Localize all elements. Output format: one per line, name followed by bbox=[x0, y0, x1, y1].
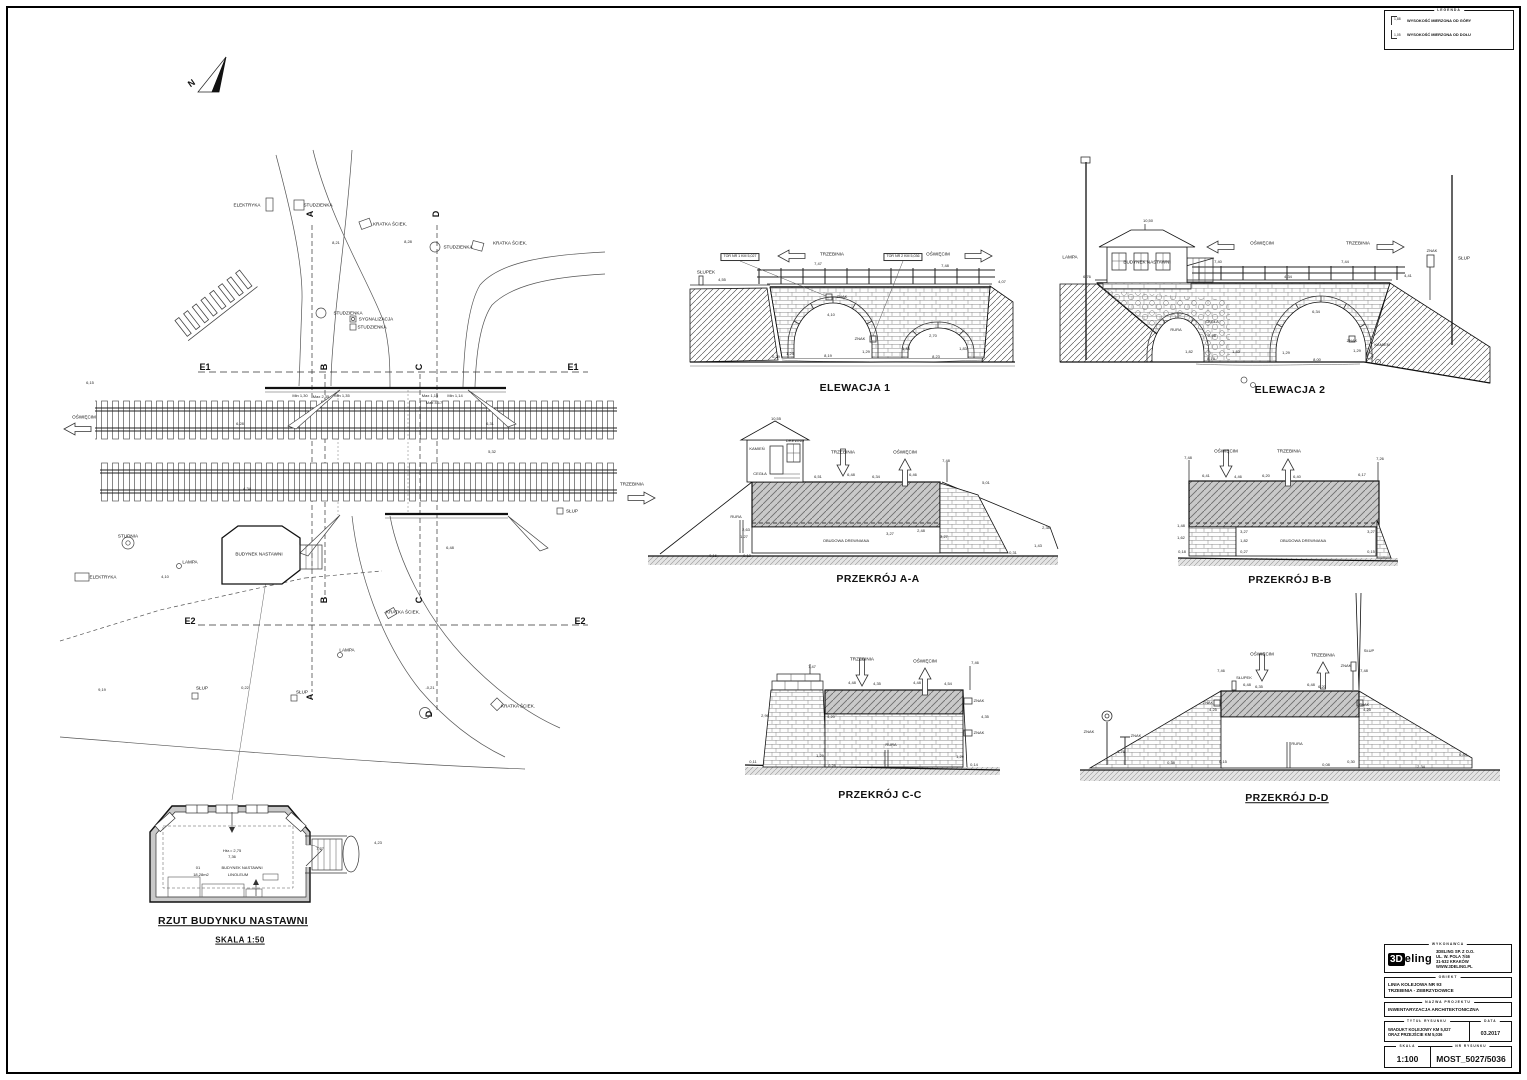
annotation-label: 1,76 bbox=[1117, 748, 1125, 754]
annotation-label: 7,48 bbox=[942, 457, 950, 463]
legend-item bbox=[1389, 16, 1509, 25]
annotation-label: OŚWIĘCIM bbox=[926, 251, 950, 257]
annotation-label: ZNAK bbox=[1130, 732, 1142, 738]
annotation-label: 4,46 bbox=[1234, 473, 1242, 479]
annotation-label: 4,20 bbox=[827, 713, 835, 719]
annotation-label: 1,82 bbox=[1240, 537, 1248, 543]
annotation-label: 6,48 bbox=[446, 544, 454, 550]
annotation-label: 2,70 bbox=[929, 332, 937, 338]
annotation-label: ZNAK bbox=[1358, 701, 1370, 707]
annotation-label: RURA bbox=[730, 513, 742, 519]
annotation-label: 1,29 bbox=[956, 753, 964, 759]
annotation-label: 2,38 bbox=[1042, 524, 1050, 530]
annotation-label: 0,31 bbox=[1009, 549, 1017, 555]
annotation-label: C bbox=[414, 596, 425, 604]
annotation-label: TRZEBINIA bbox=[1346, 240, 1370, 246]
annotation-label: BUDYNEK NASTAWNI bbox=[235, 551, 283, 557]
contractor-caption: WYKONAWCA bbox=[1429, 942, 1467, 946]
view-title: PRZEKRÓJ B-B bbox=[1248, 574, 1332, 587]
annotation-label: C bbox=[414, 363, 425, 371]
floor-plan-drawing bbox=[150, 805, 359, 902]
annotation-label: RURA bbox=[1291, 740, 1303, 746]
annotation-label: RURA bbox=[1170, 326, 1182, 332]
annotation-label: 2,48 bbox=[917, 527, 925, 533]
annotation-label: 7,46 bbox=[1217, 667, 1225, 673]
annotation-label: E1 bbox=[199, 362, 211, 373]
annotation-label: Min 1,30 bbox=[292, 392, 308, 398]
annotation-label: 7,40 bbox=[1214, 258, 1222, 264]
annotation-label: 0,16 bbox=[709, 552, 717, 558]
title-block bbox=[1384, 940, 1512, 1068]
drawing-scale: 1:100 bbox=[1396, 1053, 1419, 1064]
annotation-label: 10,50 bbox=[1142, 217, 1154, 223]
view-title: PRZEKRÓJ D-D bbox=[1245, 792, 1329, 805]
annotation-label: Max 2,35 bbox=[312, 393, 330, 399]
annotation-label: 0,14 bbox=[970, 761, 978, 767]
annotation-label: 7,47 bbox=[814, 260, 822, 266]
company-logo: 3D eling bbox=[1390, 953, 1432, 966]
annotation-label: 8,21 bbox=[332, 239, 340, 245]
annotation-label: 6,34 bbox=[1312, 308, 1320, 314]
annotation-label: OBUDOWA DREWNIANA bbox=[1279, 537, 1327, 543]
annotation-label: ZNAK bbox=[1340, 662, 1352, 668]
date-cell: DATA 03.2017 bbox=[1469, 1022, 1511, 1040]
annotation-label: 4,48 bbox=[848, 679, 856, 685]
annotation-label: E2 bbox=[184, 616, 196, 627]
section-bb-drawing bbox=[1178, 450, 1398, 566]
annotation-label: 4,34 bbox=[1284, 273, 1292, 279]
legend-item-label: WYSOKOŚĆ MIERZONA OD GÓRY bbox=[1407, 18, 1472, 23]
annotation-label: TOR NR 2 KM 5,036 bbox=[883, 253, 922, 261]
annotation-label: 6,20 bbox=[1262, 472, 1270, 478]
annotation-label: 0,18 bbox=[1178, 548, 1186, 554]
section-dd-drawing bbox=[1080, 593, 1500, 781]
object-line: LINIA KOLEJOWA NR 93 bbox=[1388, 982, 1442, 988]
annotation-label: KRATKA ŚCIEK. bbox=[492, 240, 528, 246]
annotation-label: OŚWIĘCIM bbox=[1250, 651, 1274, 657]
annotation-label: 4,25 bbox=[1363, 706, 1371, 712]
annotation-label: 9,19 bbox=[98, 686, 106, 692]
annotation-label: 2,96 bbox=[761, 712, 769, 718]
annotation-label: ZNAK bbox=[854, 335, 866, 341]
annotation-label: 4,55 bbox=[718, 276, 726, 282]
annotation-label: 7,48 bbox=[1360, 667, 1368, 673]
annotation-label: 4,41 bbox=[1404, 272, 1412, 278]
annotation-label: 7,44 bbox=[1341, 258, 1349, 264]
legend-item-label: WYSOKOŚĆ MIERZONA OD DOŁU bbox=[1407, 32, 1471, 37]
annotation-label: 8,23 bbox=[932, 353, 940, 359]
view-title: ELEWACJA 2 bbox=[1254, 384, 1326, 397]
annotation-label: 0,22 bbox=[241, 684, 249, 690]
annotation-label: 0,29 bbox=[772, 353, 780, 359]
annotation-label: SYGNALIZACJA bbox=[358, 316, 394, 322]
annotation-label: LINOLEUM bbox=[227, 871, 249, 877]
annotation-label: 4,35 bbox=[981, 713, 989, 719]
annotation-label: 1,83 bbox=[959, 345, 967, 351]
annotation-label: 7,46 bbox=[971, 659, 979, 665]
project-name: INWENTARYZACJA ARCHITEKTONICZNA bbox=[1388, 1007, 1479, 1013]
annotation-label: 3,27 bbox=[940, 533, 948, 539]
annotation-label: 4,35 bbox=[873, 680, 881, 686]
view-title: ELEWACJA 1 bbox=[819, 382, 891, 395]
annotation-label: 2,98 bbox=[1208, 332, 1216, 338]
annotation-label: 7,27 bbox=[316, 845, 324, 851]
annotation-label: 4,07 bbox=[998, 278, 1006, 284]
drawing-date: 03.2017 bbox=[1480, 1031, 1501, 1038]
annotation-label: 1,29 bbox=[786, 350, 794, 356]
annotation-label: LAMPA bbox=[1062, 254, 1078, 260]
annotation-label: TRZEBINIA bbox=[850, 656, 874, 662]
annotation-label: 6,51 bbox=[814, 473, 822, 479]
annotation-label: 8,28 bbox=[404, 238, 412, 244]
height-from-top-icon: 1,88 bbox=[1389, 16, 1403, 25]
annotation-label: 7,48 bbox=[1184, 454, 1192, 460]
annotation-label: 6,48 bbox=[1243, 681, 1251, 687]
annotation-label: Min 1,35 bbox=[334, 392, 350, 398]
scale-cell: SKALA 1:100 bbox=[1385, 1047, 1430, 1067]
annotation-label: TOR NR 1 KM 5,027 bbox=[720, 253, 759, 261]
annotation-label: TRZEBINIA bbox=[620, 481, 644, 487]
annotation-label: A bbox=[305, 210, 316, 218]
legend-title: LEGENDA bbox=[1434, 8, 1464, 12]
annotation-label: OŚWIĘCIM bbox=[1250, 240, 1274, 246]
annotation-label: 6,41 bbox=[1202, 472, 1210, 478]
annotation-label: 01 bbox=[195, 864, 201, 870]
annotation-label: ELEKTRYKA bbox=[233, 202, 261, 208]
annotation-label: 0,84 bbox=[1459, 751, 1467, 757]
drawing-title-cell: TYTUŁ RYSUNKU WIADUKT KOLEJOWY KM 5,027 ORAZ PRZEJŚCIE KM 5,036 bbox=[1385, 1022, 1469, 1040]
annotation-label: Min 1,14 bbox=[447, 392, 463, 398]
annotation-label: 4,23 bbox=[374, 839, 382, 845]
annotation-label: LAMPA bbox=[339, 647, 355, 653]
annotation-label: STUDZIENKA bbox=[303, 202, 333, 208]
annotation-label: 3,27 bbox=[1367, 528, 1375, 534]
view-title: SKALA 1:50 bbox=[215, 935, 265, 945]
annotation-label: TRZEBINIA bbox=[831, 449, 855, 455]
annotation-label: KRATKA ŚCIEK. bbox=[385, 609, 421, 615]
annotation-label: 0,12 bbox=[743, 552, 751, 558]
annotation-label: 0,08 bbox=[1322, 761, 1330, 767]
annotation-label: LAMPA bbox=[182, 559, 198, 565]
section-cc-drawing bbox=[745, 659, 1000, 775]
annotation-label: 1,43 bbox=[1034, 542, 1042, 548]
annotation-label: 8,19 bbox=[824, 352, 832, 358]
annotation-label: OŚWIĘCIM bbox=[893, 449, 917, 455]
annotation-label: 4,10 bbox=[161, 573, 169, 579]
annotation-label: BUDYNEK NASTAWNI bbox=[1123, 259, 1171, 265]
annotation-label: 0,28 bbox=[828, 762, 836, 768]
annotation-label: 8,00 bbox=[1313, 356, 1321, 362]
annotation-label: SŁUP bbox=[565, 508, 579, 514]
annotation-label: 0,15 bbox=[1219, 758, 1227, 764]
title-block-project-name: NAZWA PROJEKTU INWENTARYZACJA ARCHITEKTONICZNA bbox=[1384, 1002, 1512, 1017]
annotation-label: 6,48 bbox=[1307, 681, 1315, 687]
annotation-label: RURA bbox=[885, 741, 897, 747]
annotation-label: 2,63 bbox=[742, 526, 750, 532]
annotation-label: 6,34 bbox=[872, 473, 880, 479]
view-title: PRZEKRÓJ A-A bbox=[836, 573, 920, 586]
annotation-label: 0,38 bbox=[1167, 759, 1175, 765]
annotation-label: SŁUP bbox=[1363, 647, 1375, 653]
annotation-label: 6,40 bbox=[1293, 473, 1301, 479]
annotation-label: 7,48 bbox=[941, 262, 949, 268]
drawing-number: MOST_5027/5036 bbox=[1436, 1053, 1506, 1064]
annotation-label: ZNAK bbox=[1346, 337, 1358, 343]
annotation-label: N bbox=[185, 77, 197, 90]
annotation-label: 4,25 bbox=[1209, 706, 1217, 712]
annotation-label: ZNAK bbox=[836, 293, 848, 299]
company-address: 3DELING SP. Z O.O. UL. W. POLA 7/46 31-532 KRAKÓW WWW.3DELING.PL bbox=[1435, 949, 1475, 970]
annotation-label: 1,29 bbox=[1353, 347, 1361, 353]
annotation-label: KRATKA ŚCIEK. bbox=[372, 221, 408, 227]
section-aa-drawing bbox=[648, 421, 1058, 565]
annotation-label: SŁUPEK bbox=[696, 269, 716, 275]
annotation-label: STUDZIENKA bbox=[443, 244, 473, 250]
annotation-label: 0,30 bbox=[1347, 758, 1355, 764]
annotation-label: -0,21 bbox=[425, 684, 435, 690]
annotation-label: TRZEBINIA bbox=[820, 251, 844, 257]
annotation-label: STUDNIA bbox=[117, 533, 139, 539]
annotation-label: 4,34 bbox=[243, 485, 251, 491]
view-title: PRZEKRÓJ C-C bbox=[838, 789, 922, 802]
annotation-label: SŁUPEK bbox=[1236, 674, 1252, 680]
height-from-bottom-icon: 1,05 bbox=[1389, 30, 1403, 39]
annotation-label: KAMIEŃ bbox=[749, 445, 765, 451]
annotation-label: 1,82 bbox=[1185, 348, 1193, 354]
annotation-label: E1 bbox=[567, 362, 579, 373]
annotation-label: 18,28m2 bbox=[193, 871, 209, 877]
annotation-label: 6,35 bbox=[1255, 683, 1263, 689]
site-plan-drawing bbox=[60, 57, 655, 800]
drawing-title: WIADUKT KOLEJOWY KM 5,027 ORAZ PRZEJŚCIE KM 5,036 bbox=[1388, 1027, 1451, 1038]
annotation-label: 7,26 bbox=[1376, 455, 1384, 461]
annotation-label: 3,27 bbox=[1240, 528, 1248, 534]
annotation-label: 0,27 bbox=[1240, 548, 1248, 554]
legend-item bbox=[1389, 30, 1509, 39]
annotation-label: B bbox=[319, 363, 330, 371]
annotation-label: Max 1,15 bbox=[421, 392, 439, 398]
annotation-label: 1,29 bbox=[862, 348, 870, 354]
drawing-number-cell: NR RYSUNKU MOST_5027/5036 bbox=[1430, 1047, 1511, 1067]
annotation-label: OŚWIĘCIM bbox=[913, 658, 937, 664]
title-block-scale-row bbox=[1384, 1043, 1512, 1068]
annotation-label: 6,17 bbox=[1358, 471, 1366, 477]
title-block-drawing-title-row bbox=[1384, 1021, 1512, 1041]
annotation-label: B bbox=[319, 596, 330, 604]
annotation-label: ZNAK bbox=[1083, 728, 1095, 734]
annotation-label: 4,10 bbox=[827, 311, 835, 317]
annotation-label: 6,46 bbox=[909, 471, 917, 477]
annotation-label: ZNAK bbox=[973, 729, 985, 735]
annotation-label: A bbox=[305, 693, 316, 701]
annotation-label: 6,48 bbox=[847, 471, 855, 477]
annotation-label: 10,55 bbox=[770, 415, 782, 421]
annotation-label: OŚWIĘCIM bbox=[72, 414, 96, 420]
annotation-label: STUDZIENKA bbox=[357, 324, 387, 330]
annotation-label: 1,29 bbox=[1282, 349, 1290, 355]
annotation-label: 4,48 bbox=[913, 679, 921, 685]
title-block-object: OBIEKT LINIA KOLEJOWA NR 93 TRZEBINIA - ZEBRZYDOWICE bbox=[1384, 977, 1512, 998]
annotation-label: CEGŁA bbox=[753, 470, 767, 476]
annotation-label: ZNAK bbox=[1426, 247, 1438, 253]
annotation-label: 7,47 bbox=[808, 663, 816, 669]
annotation-label: SŁUP bbox=[195, 685, 209, 691]
annotation-label: OBUDOWA DREWNIANA bbox=[822, 537, 870, 543]
annotation-label: ZNAK bbox=[973, 697, 985, 703]
annotation-label: CEGŁA bbox=[1205, 318, 1219, 324]
annotation-label: 1,62 bbox=[1177, 534, 1185, 540]
annotation-label: 1,29 bbox=[816, 752, 824, 758]
annotation-label: KAMIEŃ bbox=[1374, 341, 1390, 347]
annotation-label: 0,11 bbox=[749, 758, 757, 764]
annotation-label: TRZEBINIA bbox=[1277, 448, 1301, 454]
annotation-label: 1,48 bbox=[1177, 522, 1185, 528]
annotation-label: 1,83 bbox=[902, 345, 910, 351]
annotation-label: 6,76 bbox=[1083, 273, 1091, 279]
annotation-label: 4,54 bbox=[944, 680, 952, 686]
title-block-contractor bbox=[1384, 944, 1512, 973]
annotation-label: STUDZIENKA bbox=[333, 310, 363, 316]
annotation-label: 5,01 bbox=[982, 479, 990, 485]
annotation-label: Hśr.= 2,75 bbox=[222, 847, 242, 853]
annotation-label: 1,83 bbox=[1232, 348, 1240, 354]
annotation-label: ELEKTRYKA bbox=[89, 574, 117, 580]
object-line: TRZEBINIA - ZEBRZYDOWICE bbox=[1388, 988, 1454, 994]
annotation-label: OŚWIĘCIM bbox=[1214, 448, 1238, 454]
annotation-label: D bbox=[424, 710, 435, 718]
annotation-label: 0,15 bbox=[1367, 548, 1375, 554]
annotation-label: 6,28 bbox=[236, 420, 244, 426]
annotation-label: 7,36 bbox=[228, 853, 236, 859]
annotation-label: KRATKA ŚCIEK. bbox=[500, 703, 536, 709]
view-title: RZUT BUDYNKU NASTAWNI bbox=[158, 915, 308, 928]
annotation-label: 1,27 bbox=[740, 533, 748, 539]
annotation-label: DREWNO bbox=[785, 437, 805, 443]
annotation-label: E2 bbox=[574, 616, 586, 627]
elevation-2-drawing bbox=[1060, 157, 1490, 388]
annotation-label: 6,31 bbox=[486, 420, 494, 426]
annotation-label: 2,34 bbox=[1417, 763, 1425, 769]
annotation-label: Max 4,17 bbox=[425, 399, 443, 405]
annotation-label: D bbox=[431, 210, 442, 218]
annotation-label: SŁUP bbox=[295, 689, 309, 695]
annotation-label: ZNAK bbox=[1202, 699, 1214, 705]
annotation-label: 3,27 bbox=[886, 530, 894, 536]
annotation-label: 5,32 bbox=[488, 448, 496, 454]
legend-box bbox=[1384, 10, 1514, 50]
annotation-label: BUDYNEK NASTAWNI bbox=[221, 864, 263, 870]
annotation-label: 6,15 bbox=[86, 379, 94, 385]
annotation-label: SŁUP bbox=[1457, 255, 1471, 261]
annotation-label: 8,19 bbox=[1207, 355, 1215, 361]
elevation-1-drawing bbox=[690, 250, 1015, 366]
annotation-label: 6,20 bbox=[1318, 683, 1326, 689]
annotation-label: TRZEBINIA bbox=[1311, 652, 1335, 658]
